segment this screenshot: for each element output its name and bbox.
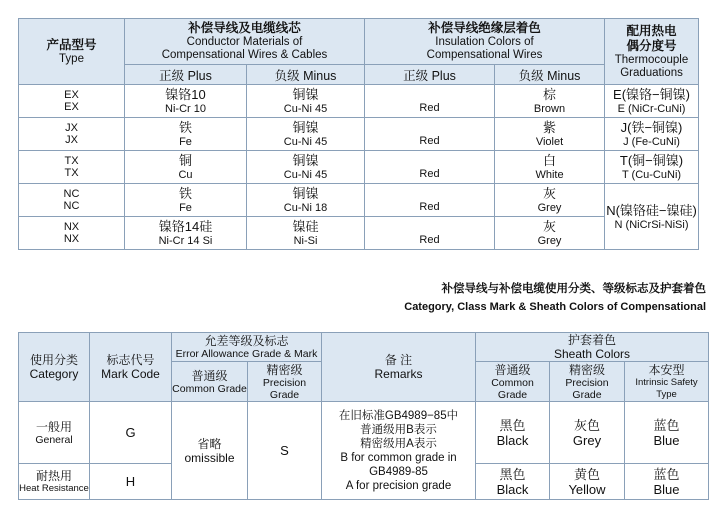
conductor-plus-header: 正级 Plus — [125, 65, 247, 85]
category-sheath-table — [18, 332, 709, 500]
conductor-materials-table — [18, 18, 699, 250]
plus-conductor-cell: 镍铬14硅 Ni-Cr 14 Si — [125, 217, 247, 250]
conductor-minus-header: 负级 Minus — [247, 65, 365, 85]
table-row — [19, 85, 699, 118]
common-grade-header: 普通级 Common Grade — [172, 362, 248, 402]
insulation-header: 补偿导线绝缘层着色 Insulation Colors of Compensational Wires — [365, 19, 605, 65]
sheath-common-cell: 黑色 Black — [476, 402, 550, 464]
caption-en: Category, Class Mark & Sheath Colors of Compensational — [404, 301, 706, 313]
table-row — [19, 118, 699, 151]
minus-conductor-cell: 铜镍 Cu-Ni 18 — [247, 184, 365, 217]
sheath-precision-cell: 黄色 Yellow — [550, 464, 625, 500]
insulation-plus-cell: Red — [365, 118, 495, 151]
table-row — [19, 151, 699, 184]
category-header: 使用分类 Category — [19, 333, 90, 402]
thermocouple-header: 配用热电 偶分度号 Thermocouple Graduations — [605, 19, 699, 85]
mark-code-cell: H — [90, 464, 172, 500]
plus-conductor-cell: 铁 Fe — [125, 184, 247, 217]
graduation-cell: T(铜−铜镍) T (Cu-CuNi) — [605, 151, 699, 184]
insulation-minus-cell: 白 White — [495, 151, 605, 184]
type-cell: NX NX — [19, 217, 125, 250]
insulation-plus-cell: Red — [365, 184, 495, 217]
type-cell: NC NC — [19, 184, 125, 217]
table-row — [19, 402, 709, 464]
conductor-header: 补偿导线及电缆线芯 Conductor Materials of Compensational Wires & Cables — [125, 19, 365, 65]
mark-code-header: 标志代号 Mark Code — [90, 333, 172, 402]
sheath-intrinsic-header: 本安型 Intrinsic Safety Type — [625, 362, 709, 402]
type-cell: TX TX — [19, 151, 125, 184]
sheath-common-cell: 黑色 Black — [476, 464, 550, 500]
bottom-table-caption — [0, 282, 706, 315]
insulation-plus-header: 正级 Plus — [365, 65, 495, 85]
graduation-cell: E(镍铬−铜镍) E (NiCr-CuNi) — [605, 85, 699, 118]
sheath-precision-cell: 灰色 Grey — [550, 402, 625, 464]
insulation-plus-cell: Red — [365, 85, 495, 118]
plus-conductor-cell: 铜 Cu — [125, 151, 247, 184]
type-header: 产品型号 Type — [19, 19, 125, 85]
plus-conductor-cell: 铁 Fe — [125, 118, 247, 151]
omissible-cell: 省略 omissible — [172, 402, 248, 500]
table-row — [19, 184, 699, 217]
insulation-minus-cell: 紫 Violet — [495, 118, 605, 151]
minus-conductor-cell: 铜镍 Cu-Ni 45 — [247, 118, 365, 151]
category-cell: 耐热用 Heat Resistance — [19, 464, 90, 500]
caption-cn: 补偿导线与补偿电缆使用分类、等级标志及护套着色 — [441, 283, 706, 295]
category-cell: 一般用 General — [19, 402, 90, 464]
insulation-minus-cell: 棕 Brown — [495, 85, 605, 118]
sheath-precision-header: 精密级 Precision Grade — [550, 362, 625, 402]
remarks-cell: 在旧标准GB4989−85中 普通级用B表示 精密级用A表示 B for common grade in GB4989-85 A for precision grade — [322, 402, 476, 500]
insulation-minus-header: 负级 Minus — [495, 65, 605, 85]
minus-conductor-cell: 铜镍 Cu-Ni 45 — [247, 85, 365, 118]
table-row — [19, 217, 699, 250]
sheath-colors-header: 护套着色 Sheath Colors — [476, 333, 709, 362]
insulation-plus-cell: Red — [365, 217, 495, 250]
insulation-plus-cell: Red — [365, 151, 495, 184]
mark-code-cell: G — [90, 402, 172, 464]
insulation-minus-cell: 灰 Grey — [495, 184, 605, 217]
graduation-cell: J(铁−铜镍) J (Fe-CuNi) — [605, 118, 699, 151]
type-cell: JX JX — [19, 118, 125, 151]
remarks-header: 备 注 Remarks — [322, 333, 476, 402]
insulation-minus-cell: 灰 Grey — [495, 217, 605, 250]
precision-mark-cell: S — [248, 402, 322, 500]
minus-conductor-cell: 铜镍 Cu-Ni 45 — [247, 151, 365, 184]
precision-grade-header: 精密级 Precision Grade — [248, 362, 322, 402]
minus-conductor-cell: 镍硅 Ni-Si — [247, 217, 365, 250]
graduation-cell: N(镍铬硅−镍硅) N (NiCrSi-NiSi) — [605, 184, 699, 250]
sheath-intrinsic-cell: 蓝色 Blue — [625, 464, 709, 500]
error-allowance-header: 允差等级及标志 Error Allowance Grade & Mark — [172, 333, 322, 362]
sheath-intrinsic-cell: 蓝色 Blue — [625, 402, 709, 464]
type-cell: EX EX — [19, 85, 125, 118]
sheath-common-header: 普通级 Common Grade — [476, 362, 550, 402]
plus-conductor-cell: 镍铬10 Ni-Cr 10 — [125, 85, 247, 118]
